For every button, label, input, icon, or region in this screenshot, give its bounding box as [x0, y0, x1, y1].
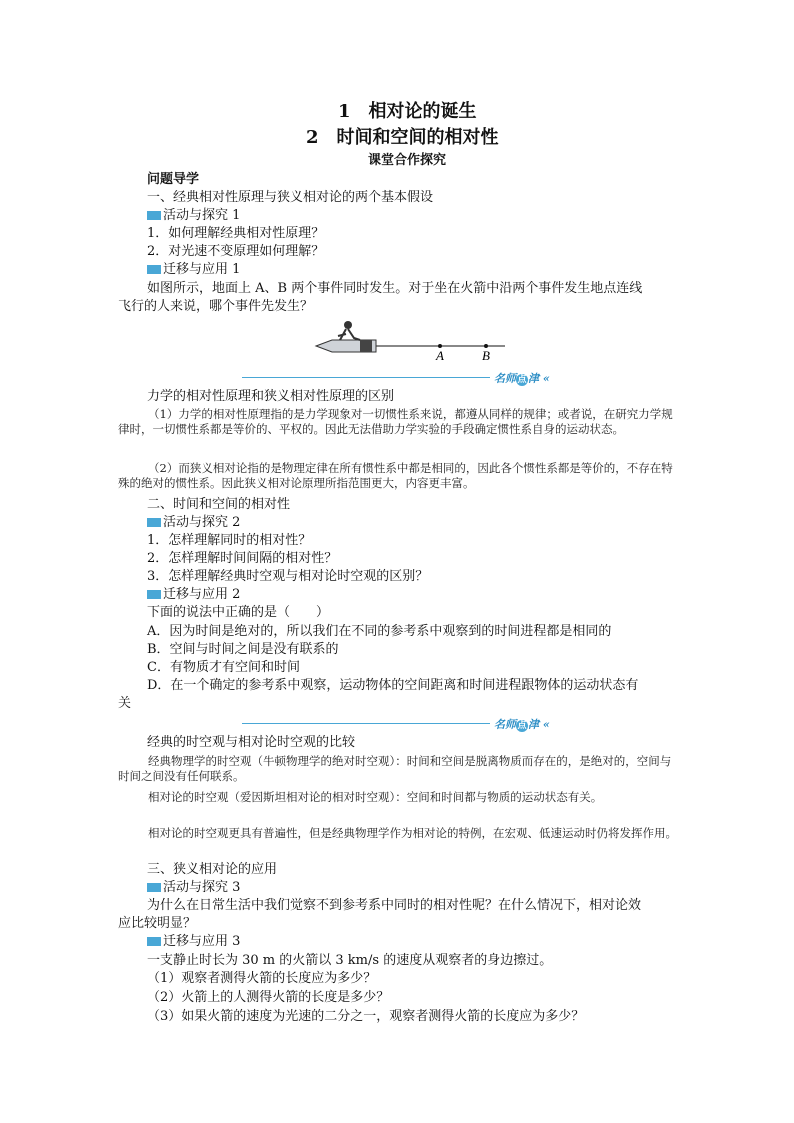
sec2-option-a: A．因为时间是绝对的，所以我们在不同的参考系中观察到的时间进程都是相同的 — [147, 624, 612, 639]
note2-title: 经典的时空观与相对论时空观的比较 — [147, 735, 356, 750]
sec2-activity-label: 活动与探究 2 — [163, 515, 241, 530]
rocket-tail — [360, 340, 372, 352]
sec2-stem: 下面的说法中正确的是（ ） — [147, 605, 330, 620]
sec1-title: 一、经典相对性原理与狭义相对论的两个基本假设 — [147, 190, 434, 205]
sec3-q-1: 为什么在日常生活中我们觉察不到参考系中同时的相对性呢？在什么情况下，相对论效 — [147, 898, 642, 913]
banner-label: 名师点 津 « — [494, 372, 550, 385]
sec1-app-text-2: 飞行的人来说，哪个事件先发生？ — [118, 299, 314, 314]
sec2-option-d-2: 关 — [118, 696, 132, 711]
sec3-stem: 一支静止时长为 30 m 的火箭以 3 km/s 的速度从观察者的身边擦过。 — [147, 953, 553, 968]
sec1-q1: 1．如何理解经典相对性原理？ — [147, 226, 325, 241]
tag-icon — [147, 590, 161, 599]
sec3-application — [147, 934, 240, 950]
tag-icon — [147, 211, 161, 220]
sec3-s2: （2）火箭上的人测得火箭的长度是多少？ — [147, 990, 390, 1005]
sec2-title: 二、时间和空间的相对性 — [147, 497, 291, 512]
sec2-option-d-1: D．在一个确定的参考系中观察，运动物体的空间距离和时间进程跟物体的运动状态有 — [147, 678, 639, 693]
sec3-activity-label: 活动与探究 3 — [163, 880, 241, 895]
sec2-q1: 1．怎样理解同时的相对性？ — [147, 533, 312, 548]
note2-p2: 相对论的时空观（爱因斯坦相对论的相对时空观）：空间和时间都与物质的运动状态有关。 — [148, 790, 603, 804]
sec3-q-2: 应比较明显？ — [118, 916, 197, 931]
sec2-option-c: C．有物质才有空间和时间 — [147, 660, 300, 675]
note1-title: 力学的相对性原理和狭义相对性原理的区别 — [147, 389, 395, 404]
sec2-q3: 3．怎样理解经典时空观与相对论时空观的区别？ — [147, 569, 429, 584]
sec2-application — [147, 587, 240, 603]
person-head — [344, 321, 352, 329]
title-line-1: 1 相对论的诞生 — [338, 101, 477, 122]
sec3-s3: （3）如果火箭的速度为光速的二分之一，观察者测得火箭的长度应为多少？ — [147, 1009, 585, 1024]
sec1-application — [147, 262, 240, 278]
title-line-2: 2 时间和空间的相对性 — [306, 127, 499, 148]
tip-banner — [242, 370, 582, 384]
note2-p3: 相对论的时空观更具有普遍性，但是经典物理学作为相对论的特例，在宏观、低速运动时仍将发挥作用。 — [148, 826, 677, 840]
badge-icon: 点 — [517, 721, 527, 731]
label-a: A — [436, 348, 444, 363]
sec3-application-label: 迁移与应用 3 — [163, 934, 241, 949]
section-heading: 问题导学 — [147, 172, 200, 187]
sec1-q2: 2．对光速不变原理如何理解？ — [147, 244, 325, 259]
sec3-title: 三、狭义相对论的应用 — [147, 862, 278, 877]
banner-line — [242, 377, 490, 378]
subtitle: 课堂合作探究 — [368, 153, 447, 168]
banner-line — [242, 723, 490, 724]
tag-icon — [147, 883, 161, 892]
label-b: B — [482, 348, 490, 363]
badge-icon: 点 — [517, 375, 527, 385]
sec2-activity — [147, 515, 240, 531]
note1-p2: （2）而狭义相对论指的是物理定律在所有惯性系中都是相同的，因此各个惯性系都是等价的，不存在特殊的绝对的惯性系。因此狭义相对论原理所指范围更大，内容更丰富。 — [118, 461, 673, 490]
tag-icon — [147, 265, 161, 274]
rocket-figure — [310, 318, 510, 364]
sec3-activity — [147, 880, 240, 896]
sec1-activity-label: 活动与探究 1 — [163, 208, 241, 223]
sec2-option-b: B．空间与时间之间是没有联系的 — [147, 642, 339, 657]
banner-label: 名师点 津 « — [494, 718, 550, 731]
tip-banner — [242, 716, 582, 730]
sec2-application-label: 迁移与应用 2 — [163, 587, 241, 602]
sec3-s1: （1）观察者测得火箭的长度应为多少？ — [147, 971, 377, 986]
sec2-q2: 2．怎样理解时间间隔的相对性？ — [147, 551, 338, 566]
tag-icon — [147, 937, 161, 946]
sec1-application-label: 迁移与应用 1 — [163, 262, 241, 277]
note1-p1: （1）力学的相对性原理指的是力学现象对一切惯性系来说，都遵从同样的规律；或者说，在研究力学规律时，一切惯性系都是等价的、平权的。因此无法借助力学实验的手段确定惯性系自身的运动状态。 — [118, 407, 673, 436]
sec1-activity — [147, 208, 240, 224]
tag-icon — [147, 518, 161, 527]
note2-p1: 经典物理学的时空观（牛顿物理学的绝对时空观）：时间和空间是脱离物质而存在的，是绝对的，空间与时间之间没有任何联系。 — [118, 754, 672, 783]
person-icon — [338, 329, 360, 340]
sec1-app-text-1: 如图所示，地面上 A、B 两个事件同时发生。对于坐在火箭中沿两个事件发生地点连线 — [147, 281, 643, 296]
